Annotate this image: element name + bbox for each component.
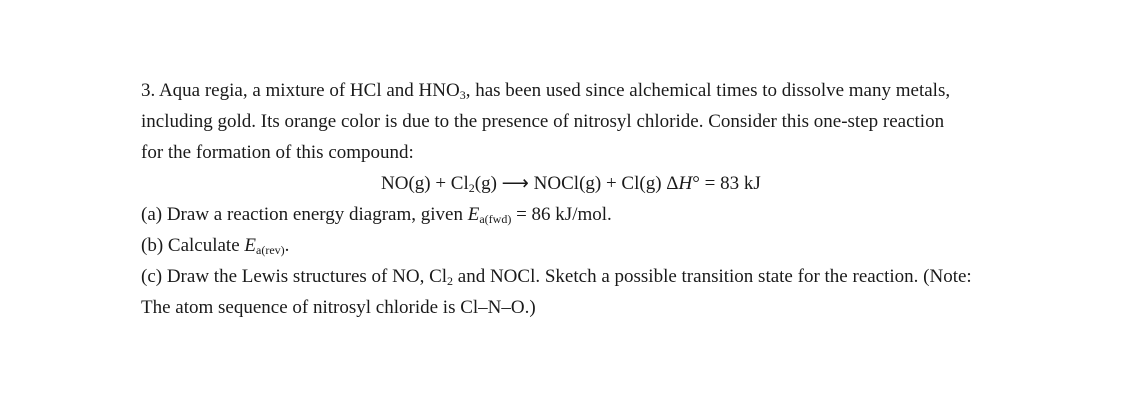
reaction-arrow: ⟶ <box>496 173 534 194</box>
subscript: a(rev) <box>256 243 285 257</box>
period: . <box>284 235 290 256</box>
subscript: a(fwd) <box>479 212 512 226</box>
part-c-line-2: The atom sequence of nitrosyl chloride is Cl–N–O.) <box>141 297 536 318</box>
subscript: 2 <box>468 181 475 195</box>
part-a-text: (a) Draw a reaction energy diagram, given <box>141 204 468 225</box>
equation-part: NOCl(g) + Cl(g) Δ <box>533 173 679 194</box>
intro-line-1 <box>141 80 950 102</box>
activation-energy-symbol: E <box>467 204 480 225</box>
subscript: 3 <box>459 88 466 102</box>
intro-line-3: for the formation of this compound: <box>141 142 414 163</box>
intro-line-2: including gold. Its orange color is due to the presence of nitrosyl chloride. Consider this one-step reaction <box>141 111 945 132</box>
part-b-text: (b) Calculate <box>141 235 245 256</box>
reaction-equation <box>381 173 761 195</box>
part-c-text: (c) Draw the Lewis structures of NO, Cl <box>141 266 448 287</box>
intro-text: , has been used since alchemical times to dissolve many metals, <box>465 80 951 101</box>
part-c <box>141 266 972 288</box>
intro-text: 3. Aqua regia, a mixture of HCl and HNO <box>141 80 460 101</box>
part-a <box>141 204 612 226</box>
equation-part: NO(g) + Cl <box>381 173 469 194</box>
enthalpy-symbol: H <box>678 173 693 194</box>
part-b <box>141 235 289 257</box>
part-c-text: and NOCl. Sketch a possible transition state for the reaction. (Note: <box>453 266 972 287</box>
enthalpy-value: ° = 83 kJ <box>692 173 761 194</box>
subscript: 2 <box>447 274 454 288</box>
equation-part: (g) <box>474 173 497 194</box>
activation-energy-symbol: E <box>244 235 257 256</box>
activation-energy-value: = 86 kJ/mol. <box>511 204 612 225</box>
